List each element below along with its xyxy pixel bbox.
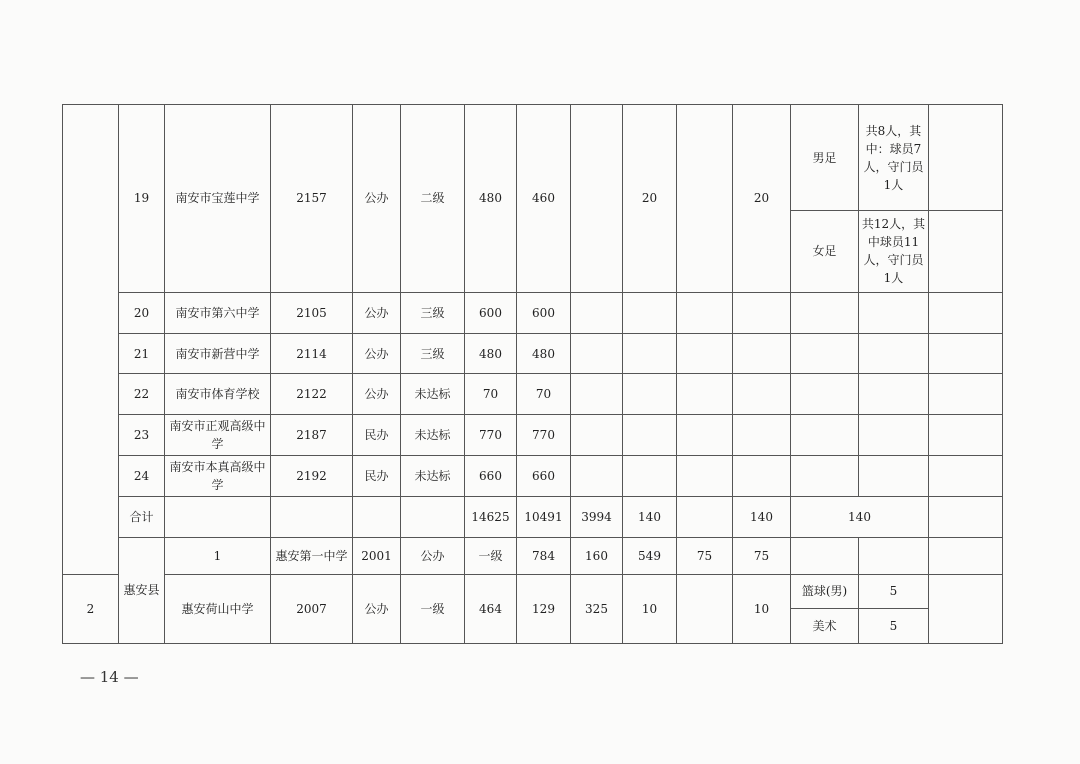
total-row [63,496,1003,537]
value-cell: 325 [571,574,623,643]
county-cell-blank [63,105,119,575]
enrollment-table [62,104,1003,644]
value-cell: 770 [465,415,517,456]
school-code: 2192 [271,456,353,497]
table-row [63,415,1003,456]
row-number: 20 [119,292,165,333]
value-cell: 20 [623,105,677,293]
row-number: 19 [119,105,165,293]
school-name: 南安市第六中学 [165,292,271,333]
school-code: 2007 [271,574,353,643]
value-cell: 464 [465,574,517,643]
row-number: 2 [63,574,119,643]
table-row [63,292,1003,333]
county-name: 惠安县 [119,537,165,643]
row-number: 21 [119,333,165,374]
sport-note: 5 [859,609,929,644]
value-cell: 784 [517,537,571,574]
school-type: 公办 [401,537,465,574]
total-value: 140 [623,496,677,537]
total-value: 10491 [517,496,571,537]
table-row [63,456,1003,497]
row-number: 24 [119,456,165,497]
value-cell: 129 [517,574,571,643]
school-name: 惠安第一中学 [271,537,353,574]
school-level: 未达标 [401,415,465,456]
row-number: 23 [119,415,165,456]
school-name: 南安市新营中学 [165,333,271,374]
school-level: 未达标 [401,456,465,497]
table-row [63,574,1003,609]
value-cell: 480 [465,333,517,374]
school-type: 公办 [353,574,401,643]
value-cell: 160 [571,537,623,574]
value-cell: 480 [517,333,571,374]
school-level: 未达标 [401,374,465,415]
value-cell [677,105,733,293]
school-type: 公办 [353,333,401,374]
school-type: 公办 [353,292,401,333]
value-cell: 600 [465,292,517,333]
table-row [63,374,1003,415]
value-cell: 480 [465,105,517,293]
remark-cell [929,211,1003,293]
school-code: 2001 [353,537,401,574]
row-number: 1 [165,537,271,574]
value-cell: 660 [517,456,571,497]
school-type: 民办 [353,415,401,456]
school-code: 2114 [271,333,353,374]
table-row [63,333,1003,374]
school-level: 一级 [465,537,517,574]
sport-item: 美术 [791,609,859,644]
school-name: 南安市正观高级中学 [165,415,271,456]
remark-cell [929,105,1003,211]
sport-note: 共12人，其中球员11人，守门员1人 [859,211,929,293]
table-row [63,105,1003,211]
school-name: 南安市本真高级中学 [165,456,271,497]
school-name: 惠安荷山中学 [165,574,271,643]
value-cell: 660 [465,456,517,497]
school-code: 2157 [271,105,353,293]
sport-item: 男足 [791,105,859,211]
school-type: 公办 [353,105,401,293]
value-cell: 600 [517,292,571,333]
value-cell: 549 [623,537,677,574]
school-level: 一级 [401,574,465,643]
school-level: 二级 [401,105,465,293]
sport-item: 篮球(男) [791,574,859,609]
value-cell: 10 [623,574,677,643]
school-code: 2105 [271,292,353,333]
value-cell: 75 [677,537,733,574]
value-cell: 460 [517,105,571,293]
school-name: 南安市体育学校 [165,374,271,415]
value-cell: 770 [517,415,571,456]
total-note: 140 [791,496,929,537]
sport-note: 5 [859,574,929,609]
sport-item: 女足 [791,211,859,293]
total-value: 3994 [571,496,623,537]
page-number: — 14 — [80,668,139,686]
total-value: 140 [733,496,791,537]
school-name: 南安市宝莲中学 [165,105,271,293]
value-cell: 20 [733,105,791,293]
school-type: 公办 [353,374,401,415]
school-code: 2187 [271,415,353,456]
school-code: 2122 [271,374,353,415]
value-cell: 10 [733,574,791,643]
sport-note: 共8人，其中：球员7人，守门员1人 [859,105,929,211]
table-row [63,537,1003,574]
school-level: 三级 [401,292,465,333]
value-cell [571,105,623,293]
value-cell: 70 [465,374,517,415]
total-label: 合计 [119,496,165,537]
row-number: 22 [119,374,165,415]
value-cell: 75 [733,537,791,574]
value-cell: 70 [517,374,571,415]
school-level: 三级 [401,333,465,374]
school-type: 民办 [353,456,401,497]
total-value: 14625 [465,496,517,537]
